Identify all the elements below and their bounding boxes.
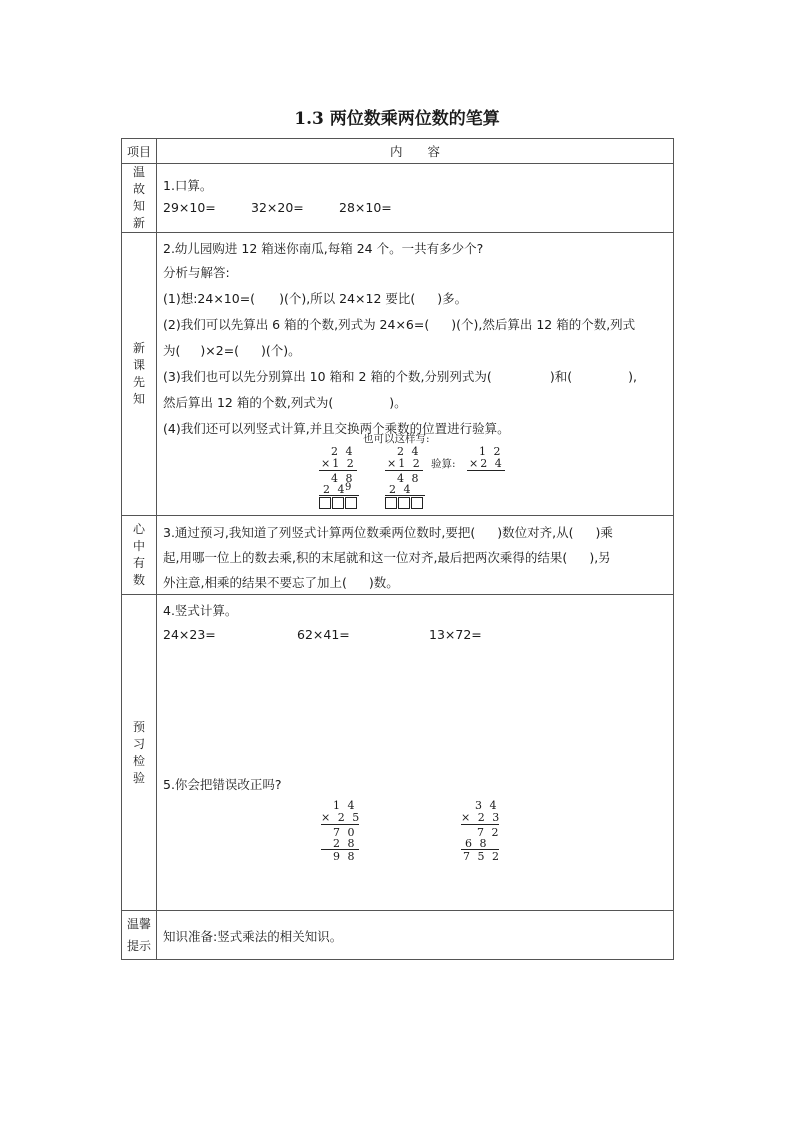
label-preview: 预习检验	[132, 719, 145, 785]
p1-part-c: )多。	[437, 291, 468, 306]
row-new: 新课先知 2.幼儿园购进 12 箱迷你南瓜,每箱 24 个。一共有多少个? 分析与解答: (1)想:24×10=( )(个),所以 24×12 要比( )多。 (2)我们可以先算出 6 箱的个数,列式为 24×6=( )(个),然后算出 12 箱的个数,列式 为( )×2=( )(个)。 (3)我们也可以先分别算出 10 箱和 2 箱的个数,分别列式为( )和( ), 然后算出 12 箱的个数,列式为( )。 (4)我们还可以列竖式计算,并且交换两个乘数的位置进行验算。 2 4 ×1 2 4 8 2 4 9 也可以这样写: 2 4 ×1 2 4 8 2 4 验算: 1 2 ×2 4	[122, 233, 674, 516]
oral-item-1: 29×10=	[163, 200, 216, 215]
p2-part-a: (2)我们可以先算出 6 箱的个数,列式为 24×6=(	[163, 317, 430, 332]
label-review: 温故知新	[132, 165, 145, 230]
q1-text: 1.口算。	[163, 178, 213, 193]
q2-text: 2.幼儿园购进 12 箱迷你南瓜,每箱 24 个。一共有多少个?	[163, 241, 484, 256]
p3-part-d: 然后算出 12 箱的个数,列式为(	[163, 395, 334, 410]
row-preview	[122, 595, 674, 911]
q5-text: 5.你会把错误改正吗?	[163, 777, 282, 792]
mind-line3-a: 外注意,相乘的结果不要忘了加上(	[163, 575, 347, 590]
page-title: 1.3 两位数乘两位数的笔算	[294, 109, 500, 129]
answer-box[interactable]	[385, 497, 397, 509]
error-calc-1: 1 4 × 2 5 7 0 2 8 9 8	[321, 799, 362, 863]
answer-box[interactable]	[332, 497, 344, 509]
mind-line2-b: ),另	[589, 550, 611, 565]
check-calc: 验算: 1 2 ×2 4	[431, 445, 504, 470]
header-row	[122, 139, 674, 164]
answer-box[interactable]	[319, 497, 331, 509]
p2-part-d: )×2=(	[200, 343, 240, 358]
mind-line1-b: )数位对齐,从(	[497, 525, 574, 540]
mind-line2-a: 起,用哪一位上的数去乘,积的末尾就和这一位对齐,最后把两次乘得的结果(	[163, 550, 568, 565]
header-item: 项目	[122, 139, 157, 164]
label-new: 新课先知	[132, 341, 145, 406]
analysis-label: 分析与解答:	[163, 265, 230, 280]
label-mind: 心中有数	[132, 522, 145, 587]
worksheet-table	[121, 138, 674, 960]
p1-part-a: (1)想:24×10=(	[163, 291, 256, 306]
p2-part-b: )(个),然后算出 12 箱的个数,列式	[451, 317, 636, 332]
answer-box[interactable]	[411, 497, 423, 509]
row-mind	[122, 516, 674, 595]
p3-part-c: ),	[628, 369, 637, 384]
p4-text: (4)我们还可以列竖式计算,并且交换两个乘数的位置进行验算。	[163, 421, 510, 436]
mind-line1-a: 3.通过预习,我知道了列竖式计算两位数乘两位数时,要把(	[163, 525, 476, 540]
p3-part-b: )和(	[549, 369, 573, 384]
tips-text: 知识准备:竖式乘法的相关知识。	[163, 929, 343, 944]
mind-line3-b: )数。	[368, 575, 399, 590]
oral-item-3: 28×10=	[339, 200, 392, 215]
p2-part-c: 为(	[163, 343, 181, 358]
answer-box[interactable]	[345, 497, 357, 509]
p3-part-a: (3)我们也可以先分别算出 10 箱和 2 箱的个数,分别列式为(	[163, 369, 492, 384]
vertical-calc-2: 2 4 ×1 2 4 8 2 4	[385, 443, 445, 507]
calc-item-3: 13×72=	[429, 627, 482, 642]
row-review	[122, 164, 674, 233]
p3-part-e: )。	[389, 395, 407, 410]
mind-line1-c: )乘	[595, 525, 613, 540]
label-tips: 温馨提示	[126, 917, 151, 953]
answer-box[interactable]	[398, 497, 410, 509]
oral-item-2: 32×20=	[251, 200, 304, 215]
calc-item-2: 62×41=	[297, 627, 350, 642]
error-calc-2: 3 4 × 2 3 7 2 6 8 7 5 2	[461, 799, 502, 863]
vertical-calc-1: 2 4 ×1 2 4 8 2 4 9	[319, 443, 379, 507]
header-content: 内 容	[157, 139, 674, 164]
q4-text: 4.竖式计算。	[163, 603, 238, 618]
row-tips	[122, 911, 674, 960]
calc-item-1: 24×23=	[163, 627, 216, 642]
p2-part-e: )(个)。	[261, 343, 301, 358]
p1-part-b: )(个),所以 24×12 要比(	[279, 291, 416, 306]
